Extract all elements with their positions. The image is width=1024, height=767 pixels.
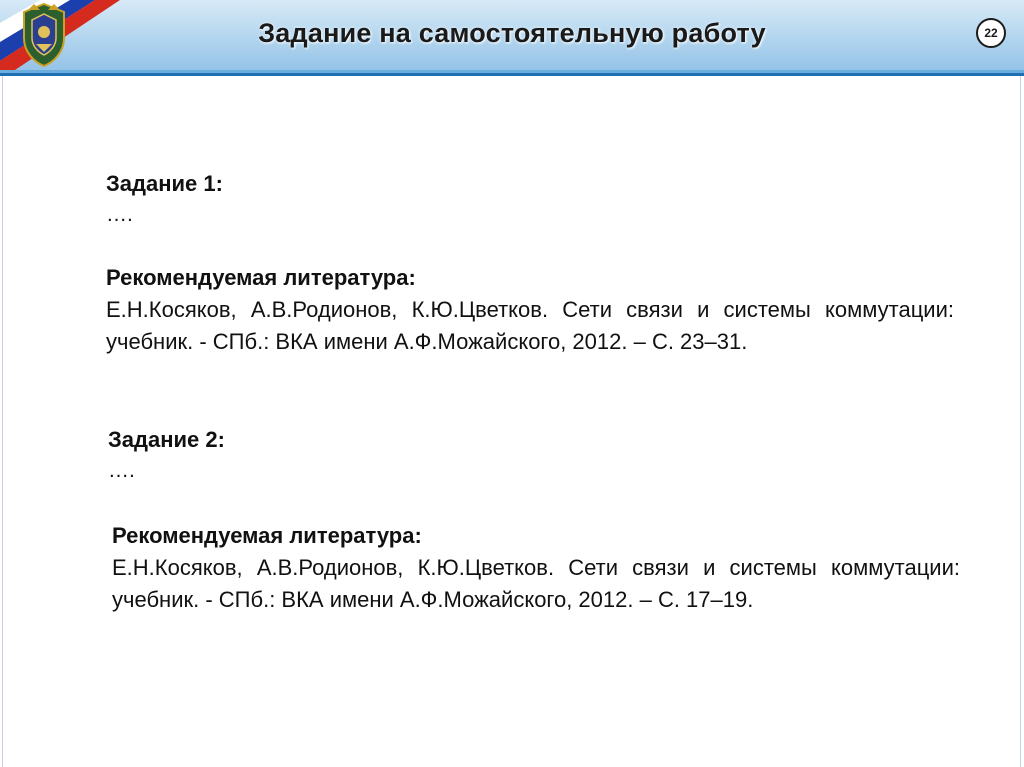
task-1-heading: Задание 1: <box>106 171 223 196</box>
right-border-line <box>1020 76 1021 767</box>
task-1-lit-heading: Рекомендуемая литература: <box>106 265 416 290</box>
task-2-literature <box>112 520 960 616</box>
task-2-body: …. <box>108 459 135 482</box>
slide-header <box>0 0 1024 76</box>
task-1-body: …. <box>106 203 133 226</box>
task-2 <box>108 424 960 486</box>
header-divider-dark <box>0 73 1024 76</box>
task-1-literature <box>106 262 954 358</box>
task-2-heading: Задание 2: <box>108 427 225 452</box>
page-number-badge: 22 <box>976 18 1006 48</box>
task-2-lit-heading: Рекомендуемая литература: <box>112 523 422 548</box>
task-1 <box>106 168 954 230</box>
left-border-line <box>2 76 3 767</box>
task-1-lit-text: Е.Н.Косяков, А.В.Родионов, К.Ю.Цветков. Сети связи и системы коммутации: учебник. - СПб.: ВКА имени А.Ф.Можайского, 2012. – С. 23–31. <box>106 297 954 354</box>
page-title: Задание на самостоятельную работу <box>258 18 766 48</box>
task-2-lit-text: Е.Н.Косяков, А.В.Родионов, К.Ю.Цветков. Сети связи и системы коммутации: учебник. - СПб.: ВКА имени А.Ф.Можайского, 2012. – С. 17–19. <box>112 555 960 612</box>
